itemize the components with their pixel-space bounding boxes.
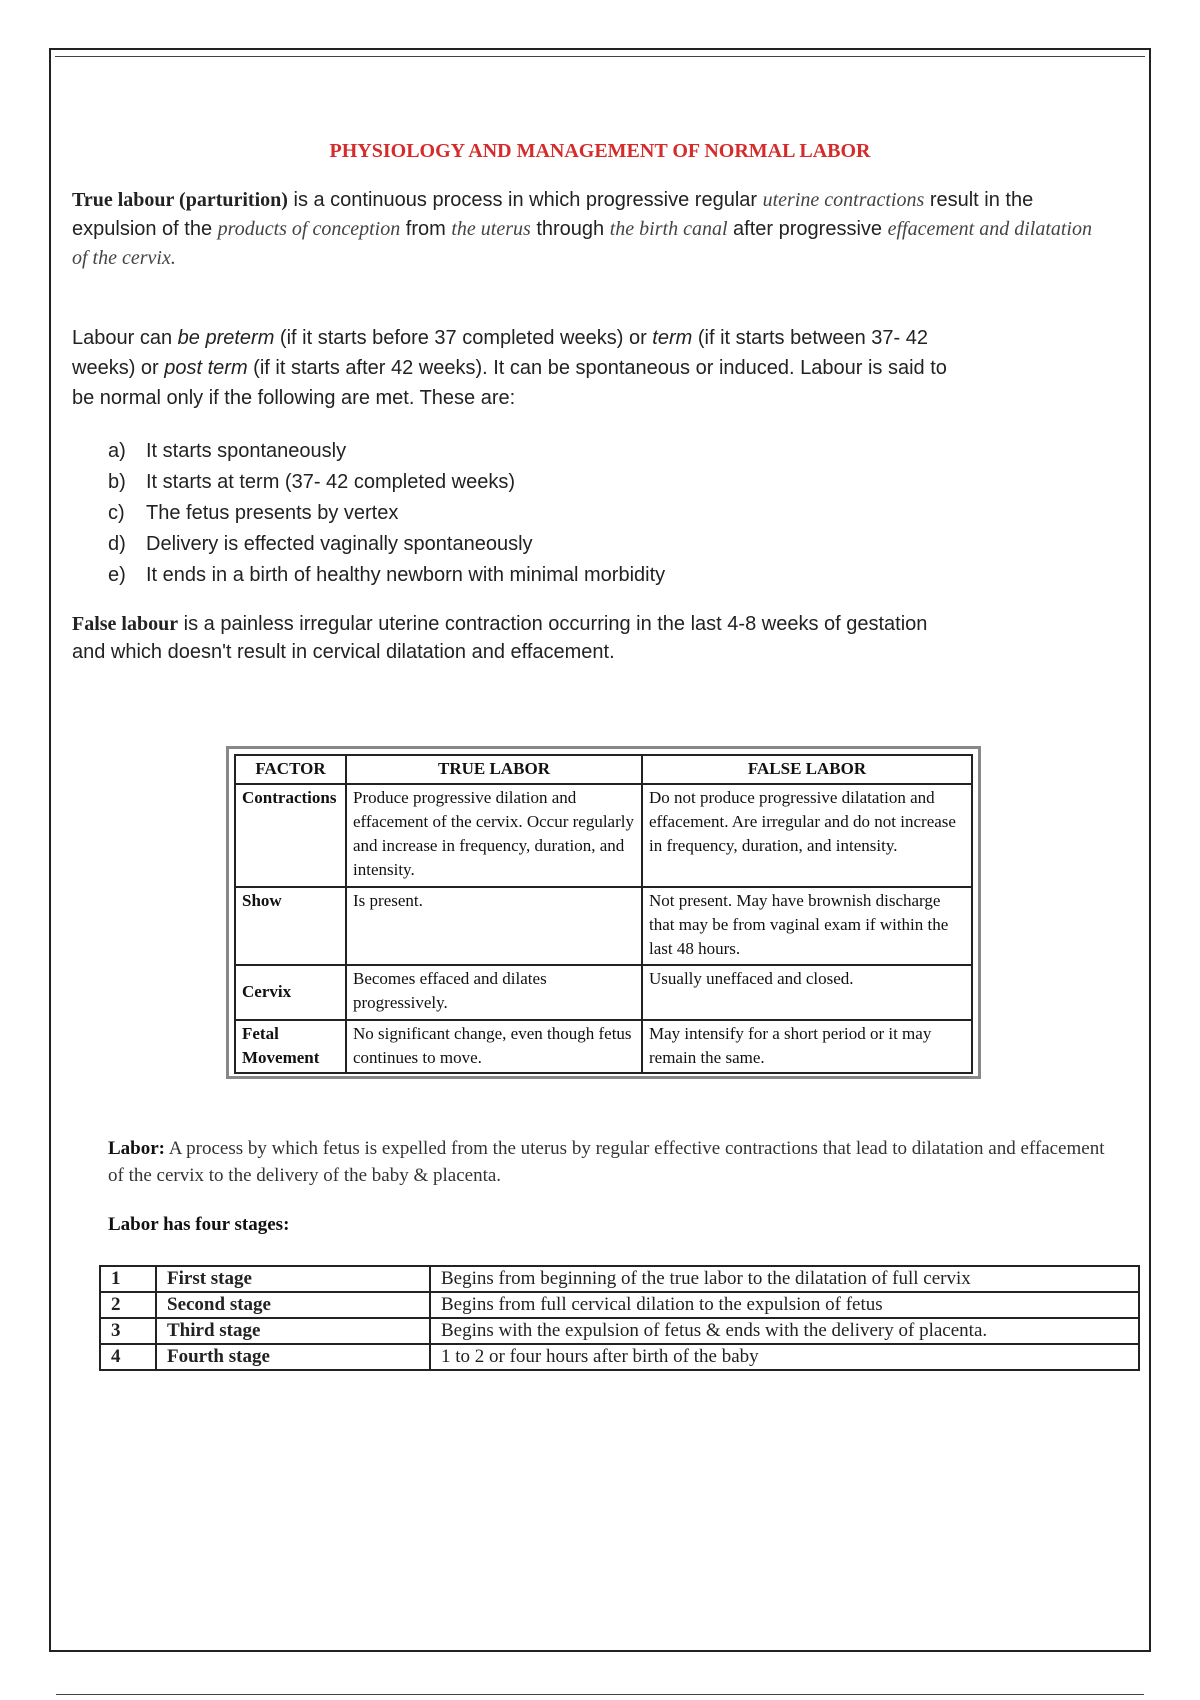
text-run: A process by which fetus is expelled from the uterus by regular effective contractions that lead to dilatation and effacement of the cervix to the delivery of the baby & placenta. [108, 1138, 1105, 1186]
list-text: The fetus presents by vertex [146, 502, 399, 524]
stage-description: Begins from beginning of the true labor to the dilatation of full cervix [430, 1266, 1139, 1292]
table-row [235, 1020, 972, 1073]
stage-number: 3 [100, 1318, 156, 1344]
list-text: Delivery is effected vaginally spontaneously [146, 533, 533, 555]
list-item [108, 436, 665, 467]
table-row [235, 965, 972, 1020]
list-marker: e) [108, 564, 126, 586]
normal-labour-criteria-list [108, 436, 665, 591]
list-marker: b) [108, 471, 126, 493]
stage-description: Begins from full cervical dilation to the expulsion of fetus [430, 1292, 1139, 1318]
text-run: (if it starts before 37 completed weeks) or [274, 327, 653, 349]
labor-stages-table [99, 1265, 1140, 1371]
text-run: Labour can [72, 327, 178, 349]
table-row [235, 887, 972, 965]
factor-cell: Cervix [235, 965, 346, 1020]
table-row [100, 1318, 1139, 1344]
stage-name: Second stage [156, 1292, 430, 1318]
list-item [108, 498, 665, 529]
stage-number: 4 [100, 1344, 156, 1370]
table-row [100, 1344, 1139, 1370]
false-labour-paragraph [72, 610, 952, 666]
true-labor-cell: Is present. [346, 887, 642, 965]
stage-number: 1 [100, 1266, 156, 1292]
list-marker: a) [108, 440, 126, 462]
list-item [108, 560, 665, 591]
text-run: (if it starts between 37- 42 weeks) or [72, 327, 928, 379]
true-labor-cell: Becomes effaced and dilates progressively. [346, 965, 642, 1020]
false-labor-cell: Usually uneffaced and closed. [642, 965, 972, 1020]
labour-types-paragraph [72, 323, 972, 413]
column-header: TRUE LABOR [346, 755, 642, 784]
italic-run: term [652, 327, 693, 349]
column-header: FALSE LABOR [642, 755, 972, 784]
true-false-labor-table [234, 754, 973, 1074]
true-labor-cell: Produce progressive dilation and effacement of the cervix. Occur regularly and increase in frequency, duration, and intensity. [346, 784, 642, 887]
stage-description: 1 to 2 or four hours after birth of the baby [430, 1344, 1139, 1370]
list-text: It starts at term (37- 42 completed weeks) [146, 471, 516, 493]
text-run: after progressive [727, 218, 888, 240]
list-marker: c) [108, 502, 125, 524]
list-text: It starts spontaneously [146, 440, 347, 462]
list-marker: d) [108, 533, 126, 555]
factor-cell: Contractions [235, 784, 346, 887]
true-labour-term: True labour (parturition) [72, 189, 288, 211]
list-item [108, 467, 665, 498]
italic-run: the birth canal [609, 218, 728, 240]
table-row [100, 1292, 1139, 1318]
stages-heading: Labor has four stages: [108, 1214, 290, 1235]
italic-run: post term [164, 357, 248, 379]
table-row [100, 1266, 1139, 1292]
stage-number: 2 [100, 1292, 156, 1318]
italic-run: products of conception [217, 218, 401, 240]
stage-description: Begins with the expulsion of fetus & ends with the delivery of placenta. [430, 1318, 1139, 1344]
false-labour-term: False labour [72, 613, 179, 635]
labor-definition-paragraph [108, 1135, 1108, 1189]
text-run: (if it starts after 42 weeks). It can be spontaneous or induced. Labour is said to be normal only if the following are met. These are: [72, 357, 947, 409]
false-labor-cell: Do not produce progressive dilatation and effacement. Are irregular and do not increase in frequency, duration, and intensity. [642, 784, 972, 887]
factor-cell: Show [235, 887, 346, 965]
bottom-rule [56, 1694, 1144, 1695]
italic-run: be preterm [177, 327, 275, 349]
table-header-row [235, 755, 972, 784]
text-run: is a painless irregular uterine contraction occurring in the last 4-8 weeks of gestation and which doesn't result in cervical dilatation and effacement. [72, 613, 928, 663]
stage-name: Third stage [156, 1318, 430, 1344]
comparison-table-frame [226, 746, 981, 1079]
text-run: through [530, 218, 610, 240]
labor-definition-term: Labor: [108, 1138, 165, 1159]
true-labour-paragraph [72, 186, 1112, 273]
stage-name: First stage [156, 1266, 430, 1292]
text-run: result in the expulsion of the [72, 189, 1034, 240]
italic-run: the uterus [451, 218, 531, 240]
italic-run: uterine contractions [762, 189, 925, 211]
text-run: is a continuous process in which progressive regular [287, 189, 763, 211]
stage-name: Fourth stage [156, 1344, 430, 1370]
factor-cell: Fetal Movement [235, 1020, 346, 1073]
column-header: FACTOR [235, 755, 346, 784]
list-item [108, 529, 665, 560]
italic-run: effacement and dilatation of the cervix. [72, 218, 1092, 269]
table-row [235, 784, 972, 887]
text-run: from [400, 218, 452, 240]
true-labor-cell: No significant change, even though fetus continues to move. [346, 1020, 642, 1073]
list-text: It ends in a birth of healthy newborn with minimal morbidity [146, 564, 666, 586]
page-title: PHYSIOLOGY AND MANAGEMENT OF NORMAL LABOR [329, 140, 871, 162]
false-labor-cell: May intensify for a short period or it may remain the same. [642, 1020, 972, 1073]
false-labor-cell: Not present. May have brownish discharge that may be from vaginal exam if within the last 48 hours. [642, 887, 972, 965]
